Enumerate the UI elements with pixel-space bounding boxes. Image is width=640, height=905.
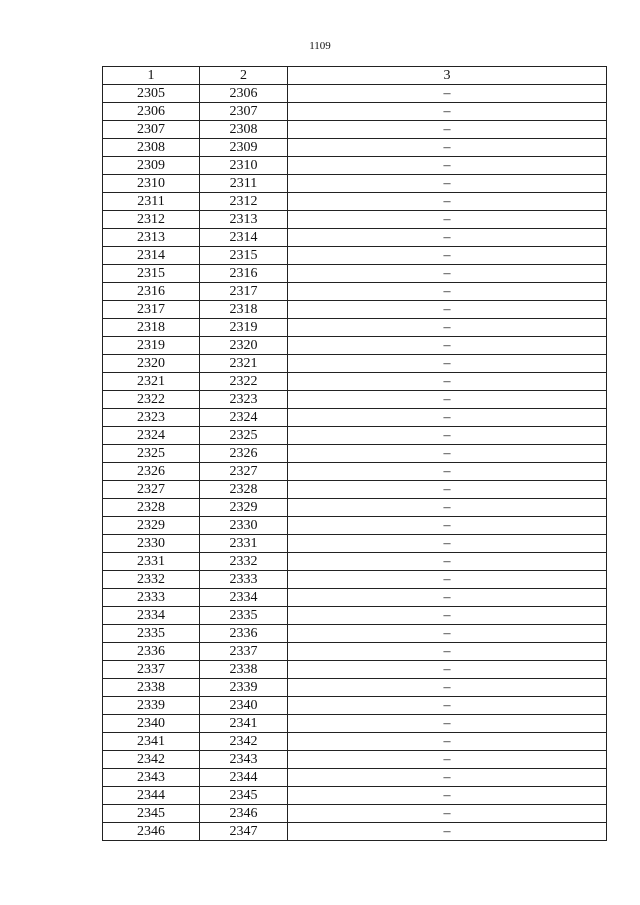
table-cell: – bbox=[288, 751, 607, 769]
page-number: 1109 bbox=[309, 40, 331, 52]
table-cell: 2343 bbox=[103, 769, 200, 787]
table-cell: 2325 bbox=[200, 427, 288, 445]
table-cell: – bbox=[288, 391, 607, 409]
table-row bbox=[103, 265, 607, 283]
table-row bbox=[103, 103, 607, 121]
table-row bbox=[103, 463, 607, 481]
column-header: 1 bbox=[103, 67, 200, 85]
table-cell: 2306 bbox=[200, 85, 288, 103]
table-row bbox=[103, 751, 607, 769]
table-cell: 2314 bbox=[103, 247, 200, 265]
table-cell: 2320 bbox=[200, 337, 288, 355]
table-row bbox=[103, 193, 607, 211]
table-row bbox=[103, 697, 607, 715]
table-cell: 2319 bbox=[103, 337, 200, 355]
table-row bbox=[103, 823, 607, 841]
table-cell: 2316 bbox=[200, 265, 288, 283]
table-cell: 2334 bbox=[103, 607, 200, 625]
table-cell: – bbox=[288, 715, 607, 733]
table-row bbox=[103, 157, 607, 175]
table-cell: 2314 bbox=[200, 229, 288, 247]
table-cell: 2336 bbox=[200, 625, 288, 643]
table-cell: – bbox=[288, 787, 607, 805]
table-row bbox=[103, 445, 607, 463]
table-row bbox=[103, 427, 607, 445]
table-cell: 2308 bbox=[103, 139, 200, 157]
table-cell: 2344 bbox=[103, 787, 200, 805]
table-row bbox=[103, 301, 607, 319]
table-cell: 2344 bbox=[200, 769, 288, 787]
table-cell: 2346 bbox=[103, 823, 200, 841]
table-cell: – bbox=[288, 427, 607, 445]
table-cell: 2339 bbox=[200, 679, 288, 697]
table-cell: – bbox=[288, 571, 607, 589]
table-row bbox=[103, 589, 607, 607]
table-row bbox=[103, 229, 607, 247]
table-cell: – bbox=[288, 697, 607, 715]
table-cell: – bbox=[288, 481, 607, 499]
table-row bbox=[103, 355, 607, 373]
table-cell: – bbox=[288, 463, 607, 481]
table-row bbox=[103, 409, 607, 427]
table-cell: 2332 bbox=[103, 571, 200, 589]
table-cell: – bbox=[288, 499, 607, 517]
table-cell: 2328 bbox=[200, 481, 288, 499]
table-cell: 2321 bbox=[103, 373, 200, 391]
table-cell: 2328 bbox=[103, 499, 200, 517]
table-row bbox=[103, 499, 607, 517]
table-cell: – bbox=[288, 661, 607, 679]
table-cell: 2347 bbox=[200, 823, 288, 841]
table-cell: 2307 bbox=[200, 103, 288, 121]
table-row bbox=[103, 625, 607, 643]
table-cell: 2312 bbox=[200, 193, 288, 211]
table-cell: 2313 bbox=[103, 229, 200, 247]
table-cell: – bbox=[288, 265, 607, 283]
table-cell: 2309 bbox=[103, 157, 200, 175]
table-cell: 2306 bbox=[103, 103, 200, 121]
table-row bbox=[103, 517, 607, 535]
table-cell: – bbox=[288, 805, 607, 823]
table-row bbox=[103, 121, 607, 139]
table-cell: – bbox=[288, 319, 607, 337]
table-cell: 2335 bbox=[103, 625, 200, 643]
column-header: 3 bbox=[288, 67, 607, 85]
table-cell: – bbox=[288, 193, 607, 211]
table-cell: – bbox=[288, 643, 607, 661]
table-cell: 2318 bbox=[200, 301, 288, 319]
table-cell: – bbox=[288, 247, 607, 265]
table-row bbox=[103, 571, 607, 589]
table-cell: 2326 bbox=[103, 463, 200, 481]
table-row bbox=[103, 373, 607, 391]
table-cell: 2338 bbox=[200, 661, 288, 679]
table-cell: 2335 bbox=[200, 607, 288, 625]
table-cell: – bbox=[288, 337, 607, 355]
table-cell: 2311 bbox=[200, 175, 288, 193]
table-cell: 2337 bbox=[103, 661, 200, 679]
table-row bbox=[103, 319, 607, 337]
data-table bbox=[102, 66, 607, 841]
table-cell: – bbox=[288, 607, 607, 625]
table-cell: 2345 bbox=[200, 787, 288, 805]
table-cell: 2330 bbox=[103, 535, 200, 553]
table-cell: – bbox=[288, 373, 607, 391]
table-cell: – bbox=[288, 535, 607, 553]
table-cell: 2327 bbox=[103, 481, 200, 499]
table-row bbox=[103, 805, 607, 823]
table-cell: – bbox=[288, 409, 607, 427]
table-cell: 2315 bbox=[200, 247, 288, 265]
table-cell: 2343 bbox=[200, 751, 288, 769]
table-cell: 2330 bbox=[200, 517, 288, 535]
table-cell: 2317 bbox=[103, 301, 200, 319]
table-cell: 2339 bbox=[103, 697, 200, 715]
table-cell: 2313 bbox=[200, 211, 288, 229]
table-cell: – bbox=[288, 211, 607, 229]
table-cell: 2325 bbox=[103, 445, 200, 463]
table-cell: – bbox=[288, 517, 607, 535]
table-cell: 2329 bbox=[103, 517, 200, 535]
table-cell: 2321 bbox=[200, 355, 288, 373]
table-cell: 2324 bbox=[200, 409, 288, 427]
table-cell: – bbox=[288, 445, 607, 463]
table-header-row bbox=[103, 67, 607, 85]
table-cell: – bbox=[288, 121, 607, 139]
table-cell: 2312 bbox=[103, 211, 200, 229]
table-cell: 2334 bbox=[200, 589, 288, 607]
table-cell: – bbox=[288, 823, 607, 841]
table-row bbox=[103, 283, 607, 301]
table-cell: 2322 bbox=[103, 391, 200, 409]
table-cell: 2326 bbox=[200, 445, 288, 463]
table-row bbox=[103, 247, 607, 265]
table-cell: 2336 bbox=[103, 643, 200, 661]
table-cell: 2331 bbox=[103, 553, 200, 571]
table-cell: 2319 bbox=[200, 319, 288, 337]
table-cell: 2342 bbox=[200, 733, 288, 751]
table-cell: 2311 bbox=[103, 193, 200, 211]
table-row bbox=[103, 769, 607, 787]
table-row bbox=[103, 535, 607, 553]
table-row bbox=[103, 661, 607, 679]
table-cell: 2332 bbox=[200, 553, 288, 571]
table-cell: 2329 bbox=[200, 499, 288, 517]
table-cell: 2309 bbox=[200, 139, 288, 157]
table-cell: 2305 bbox=[103, 85, 200, 103]
table-cell: – bbox=[288, 589, 607, 607]
table-cell: – bbox=[288, 229, 607, 247]
table-cell: – bbox=[288, 139, 607, 157]
table-row bbox=[103, 715, 607, 733]
table-cell: 2322 bbox=[200, 373, 288, 391]
table-cell: 2333 bbox=[103, 589, 200, 607]
table-cell: 2337 bbox=[200, 643, 288, 661]
table-row bbox=[103, 175, 607, 193]
table-cell: 2323 bbox=[200, 391, 288, 409]
table-cell: 2307 bbox=[103, 121, 200, 139]
table-cell: 2345 bbox=[103, 805, 200, 823]
table-cell: 2310 bbox=[103, 175, 200, 193]
table-cell: – bbox=[288, 301, 607, 319]
table-cell: 2316 bbox=[103, 283, 200, 301]
table-cell: – bbox=[288, 679, 607, 697]
table-cell: – bbox=[288, 553, 607, 571]
table-cell: 2327 bbox=[200, 463, 288, 481]
table-cell: – bbox=[288, 175, 607, 193]
table-cell: 2320 bbox=[103, 355, 200, 373]
table-row bbox=[103, 211, 607, 229]
table-row bbox=[103, 481, 607, 499]
table-row bbox=[103, 643, 607, 661]
table-row bbox=[103, 391, 607, 409]
table-cell: 2346 bbox=[200, 805, 288, 823]
table-row bbox=[103, 679, 607, 697]
table-cell: 2341 bbox=[103, 733, 200, 751]
table-cell: 2310 bbox=[200, 157, 288, 175]
table-cell: – bbox=[288, 85, 607, 103]
table-cell: 2324 bbox=[103, 427, 200, 445]
column-header: 2 bbox=[200, 67, 288, 85]
table-cell: 2338 bbox=[103, 679, 200, 697]
table-cell: – bbox=[288, 157, 607, 175]
table-cell: 2317 bbox=[200, 283, 288, 301]
table-cell: – bbox=[288, 355, 607, 373]
table-cell: 2340 bbox=[103, 715, 200, 733]
table-cell: 2341 bbox=[200, 715, 288, 733]
table-cell: 2333 bbox=[200, 571, 288, 589]
table-cell: 2318 bbox=[103, 319, 200, 337]
table-cell: 2323 bbox=[103, 409, 200, 427]
table-row bbox=[103, 733, 607, 751]
table-cell: – bbox=[288, 103, 607, 121]
table-cell: – bbox=[288, 625, 607, 643]
table-row bbox=[103, 553, 607, 571]
table-cell: – bbox=[288, 769, 607, 787]
table-cell: 2340 bbox=[200, 697, 288, 715]
table-row bbox=[103, 607, 607, 625]
table-row bbox=[103, 787, 607, 805]
table-row bbox=[103, 85, 607, 103]
table-cell: 2308 bbox=[200, 121, 288, 139]
table-cell: – bbox=[288, 733, 607, 751]
table-cell: – bbox=[288, 283, 607, 301]
table-row bbox=[103, 139, 607, 157]
table-row bbox=[103, 337, 607, 355]
table-cell: 2315 bbox=[103, 265, 200, 283]
table-cell: 2342 bbox=[103, 751, 200, 769]
table-body bbox=[103, 85, 607, 841]
table-cell: 2331 bbox=[200, 535, 288, 553]
